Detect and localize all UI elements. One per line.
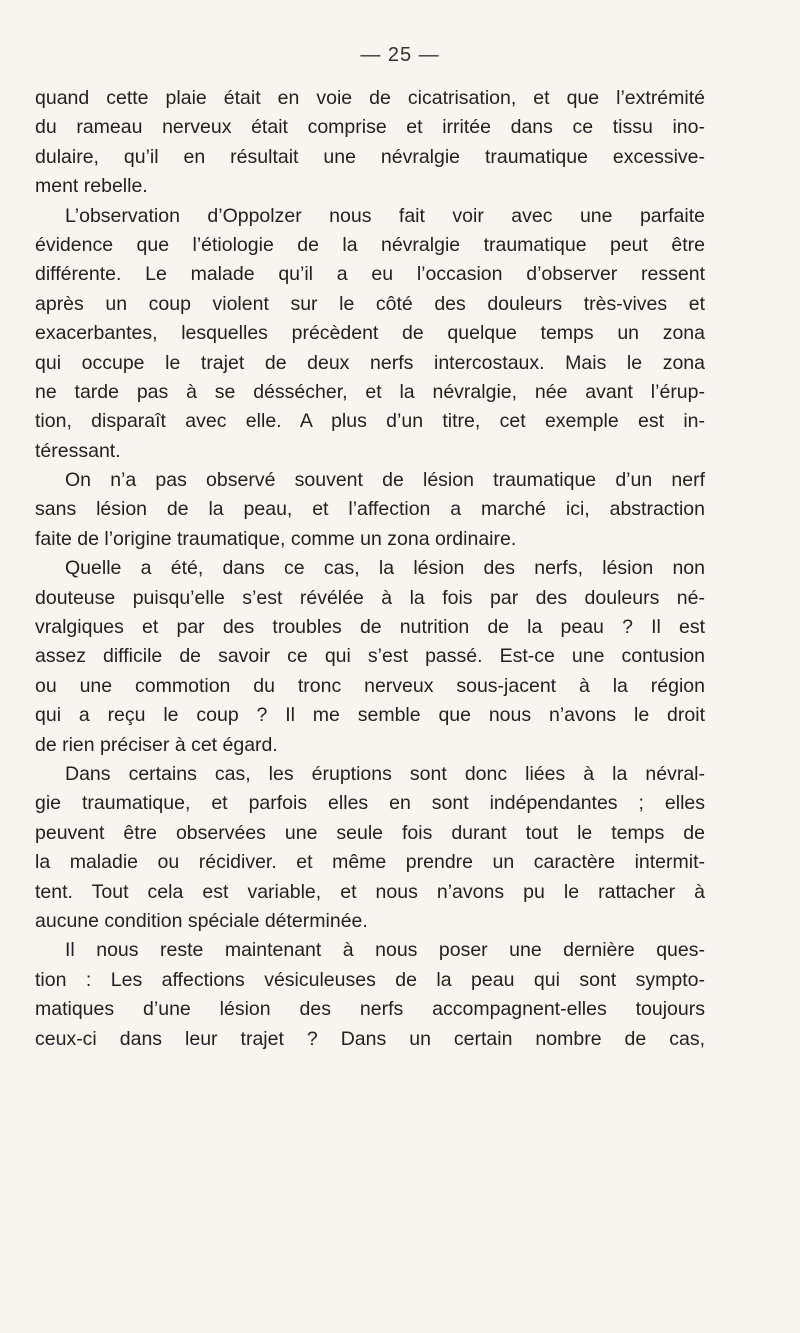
text-line: L’observation d’Oppolzer nous fait voir avec une parfaite — [65, 204, 705, 227]
text-line: matiques d’une lésion des nerfs accompagnent-elles toujours — [35, 998, 705, 1021]
text-line: faite de l’origine traumatique, comme un zona ordinaire. — [35, 527, 517, 550]
text-line: Il nous reste maintenant à nous poser une dernière ques- — [65, 939, 705, 962]
text-line: exacerbantes, lesquelles précèdent de quelque temps un zona — [35, 322, 705, 345]
paragraph — [35, 202, 705, 467]
text-line: du rameau nerveux était comprise et irritée dans ce tissu ino- — [35, 116, 705, 139]
paragraph — [35, 760, 705, 936]
text-line: après un coup violent sur le côté des douleurs très-vives et — [35, 292, 705, 315]
body-text — [35, 84, 705, 1054]
text-line: Dans certains cas, les éruptions sont donc liées à la névral- — [65, 762, 705, 785]
text-line: ou une commotion du tronc nerveux sous-jacent à la région — [35, 674, 705, 697]
text-line: ne tarde pas à se déssécher, et la névralgie, née avant l’érup- — [35, 380, 705, 403]
text-line: dulaire, qu’il en résultait une névralgie traumatique excessive- — [35, 145, 705, 168]
text-line: la maladie ou récidiver. et même prendre un caractère intermit- — [35, 851, 705, 874]
paragraph — [35, 84, 705, 202]
text-line: tion : Les affections vésiculeuses de la peau qui sont sympto- — [35, 968, 705, 991]
text-line: assez difficile de savoir ce qui s’est passé. Est-ce une contusion — [35, 645, 705, 668]
text-line: peuvent être observées une seule fois durant tout le temps de — [35, 821, 705, 844]
text-line: sans lésion de la peau, et l’affection a marché ici, abstraction — [35, 498, 705, 521]
text-line: ceux-ci dans leur trajet ? Dans un certain nombre de cas, — [35, 1027, 705, 1050]
page-number: — 25 — — [360, 44, 440, 66]
text-line: de rien préciser à cet égard. — [35, 733, 278, 756]
text-line: qui occupe le trajet de deux nerfs intercostaux. Mais le zona — [35, 351, 705, 374]
text-line: téressant. — [35, 439, 121, 462]
text-line: On n’a pas observé souvent de lésion traumatique d’un nerf — [65, 469, 705, 492]
text-line: évidence que l’étiologie de la névralgie traumatique peut être — [35, 233, 705, 256]
text-line: tion, disparaît avec elle. A plus d’un titre, cet exemple est in- — [35, 410, 705, 433]
text-line: qui a reçu le coup ? Il me semble que nous n’avons le droit — [35, 704, 705, 727]
text-line: douteuse puisqu’elle s’est révélée à la fois par des douleurs né- — [35, 586, 705, 609]
paragraph — [35, 466, 705, 554]
paragraph — [35, 936, 705, 1054]
text-line: ment rebelle. — [35, 175, 148, 198]
text-line: quand cette plaie était en voie de cicatrisation, et que l’extrémité — [35, 87, 705, 109]
text-line: vralgiques et par des troubles de nutrition de la peau ? Il est — [35, 616, 705, 639]
text-line: Quelle a été, dans ce cas, la lésion des nerfs, lésion non — [65, 557, 705, 580]
text-line: différente. Le malade qu’il a eu l’occasion d’observer ressent — [35, 263, 705, 286]
paragraph — [35, 554, 705, 760]
text-line: aucune condition spéciale déterminée. — [35, 909, 368, 932]
text-line: gie traumatique, et parfois elles en sont indépendantes ; elles — [35, 792, 705, 815]
text-line: tent. Tout cela est variable, et nous n’avons pu le rattacher à — [35, 880, 705, 903]
